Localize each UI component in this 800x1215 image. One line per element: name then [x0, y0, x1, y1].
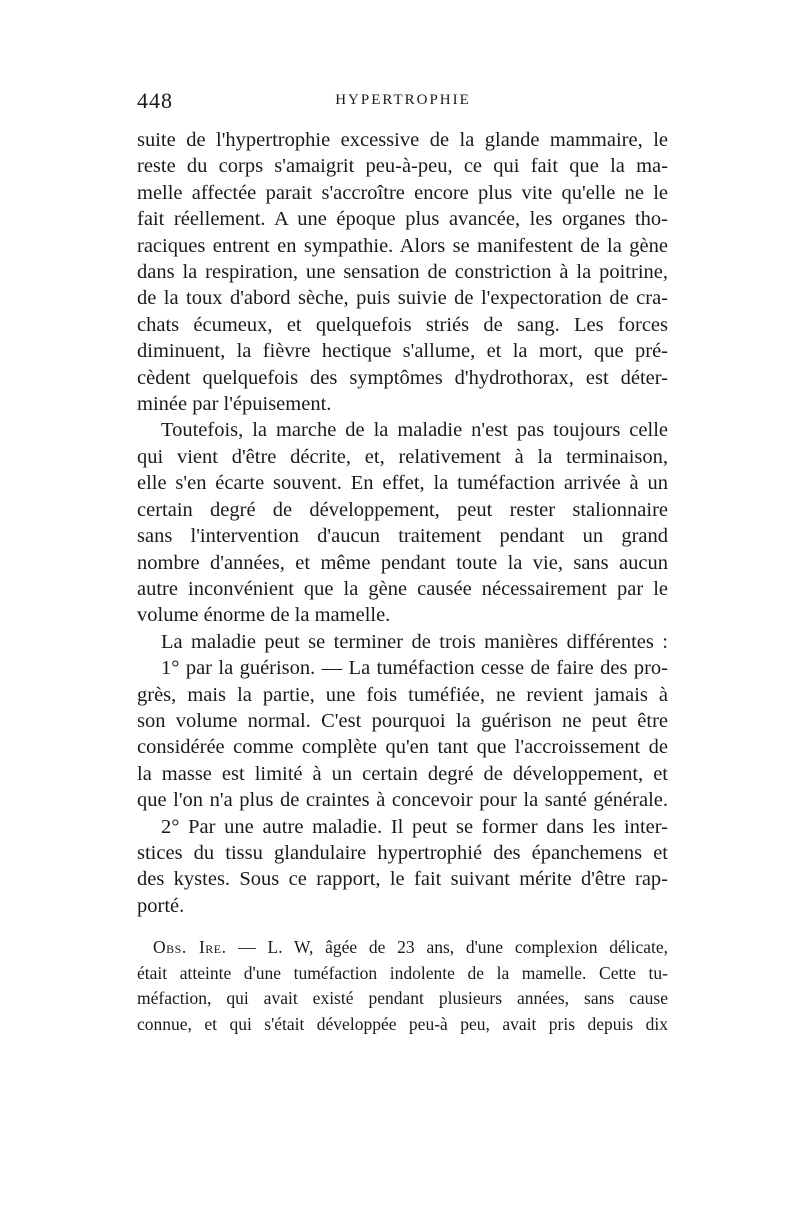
- paragraph-2: [137, 417, 668, 628]
- text-line: Toutefois, la marche de la maladie n'est pas toujours celle: [161, 419, 668, 442]
- paragraph-1: [137, 127, 668, 417]
- observation-block: [137, 935, 668, 1037]
- text-line: cèdent quelquefois des symptômes d'hydrothorax, est déter-: [137, 366, 668, 389]
- text-line: dans la respiration, une sensation de constriction à la poitrine,: [137, 261, 668, 284]
- text-line: connue, et qui s'était développée peu-à peu, avait pris depuis dix: [137, 1013, 668, 1034]
- text-line: porté.: [137, 894, 185, 917]
- text-line: raciques entrent en sympathie. Alors se manifestent de la gène: [137, 234, 668, 257]
- text-line: qui vient d'être décrite, et, relativement à la terminaison,: [137, 445, 668, 468]
- text-line: sans l'intervention d'aucun traitement pendant un grand: [137, 525, 668, 548]
- text-line: reste du corps s'amaigrit peu-à-peu, ce qui fait que la ma-: [137, 155, 668, 178]
- text-line: que l'on n'a plus de craintes à concevoir pour la santé générale.: [137, 789, 668, 812]
- text-line: était atteinte d'une tuméfaction indolente de la mamelle. Cette tu-: [137, 962, 668, 983]
- text-line: des kystes. Sous ce rapport, le fait suivant mérite d'être rap-: [137, 868, 668, 891]
- page-number: 448: [137, 88, 173, 113]
- text-line: minée par l'épuisement.: [137, 393, 332, 416]
- body-text: [137, 127, 668, 919]
- text-line: diminuent, la fièvre hectique s'allume, et la mort, que pré-: [137, 340, 668, 363]
- paragraph-5: [137, 814, 668, 920]
- observation-label: Obs. Ire.: [153, 937, 227, 957]
- paragraph-3: [137, 629, 668, 655]
- text-line: chats écumeux, et quelquefois striés de sang. Les forces: [137, 313, 668, 336]
- text-line: nombre d'années, et même pendant toute la vie, sans aucun: [137, 551, 668, 574]
- text-line: melle affectée parait s'accroître encore plus vite qu'elle ne le: [137, 181, 668, 204]
- text-line: de la toux d'abord sèche, puis suivie de l'expectoration de cra-: [137, 287, 668, 310]
- text-line: 1° par la guérison. — La tuméfaction cesse de faire des pro-: [161, 657, 668, 680]
- text-line: — L. W, âgée de 23 ans, d'une complexion délicate,: [238, 937, 668, 957]
- text-line: elle s'en écarte souvent. En effet, la tuméfaction arrivée à un: [137, 472, 668, 495]
- text-line: volume énorme de la mamelle.: [137, 604, 391, 627]
- running-head: HYPERTROPHIE: [335, 92, 471, 108]
- text-line: considérée comme complète qu'en tant que l'accroissement de: [137, 736, 668, 759]
- text-line: la masse est limité à un certain degré de développement, et: [137, 762, 668, 785]
- text-line: grès, mais la partie, une fois tuméfiée, ne revient jamais à: [137, 683, 668, 706]
- text-line: stices du tissu glandulaire hypertrophié des épanchemens et: [137, 841, 668, 864]
- paragraph-4: [137, 655, 668, 813]
- observation-first-line: [137, 935, 668, 961]
- text-line: autre inconvénient que la gène causée nécessairement par le: [137, 577, 668, 600]
- text-line: fait réellement. A une époque plus avancée, les organes tho-: [137, 208, 668, 231]
- text-line: méfaction, qui avait existé pendant plusieurs années, sans cause: [137, 988, 668, 1009]
- text-line: suite de l'hypertrophie excessive de la glande mammaire, le: [137, 129, 668, 151]
- text-line: 2° Par une autre maladie. Il peut se former dans les inter-: [161, 815, 668, 838]
- page-header: [137, 88, 669, 118]
- text-line: certain degré de développement, peut rester stalionnaire: [137, 498, 668, 521]
- text-line: La maladie peut se terminer de trois manières différentes :: [161, 630, 668, 653]
- text-line: son volume normal. C'est pourquoi la guérison ne peut être: [137, 709, 668, 732]
